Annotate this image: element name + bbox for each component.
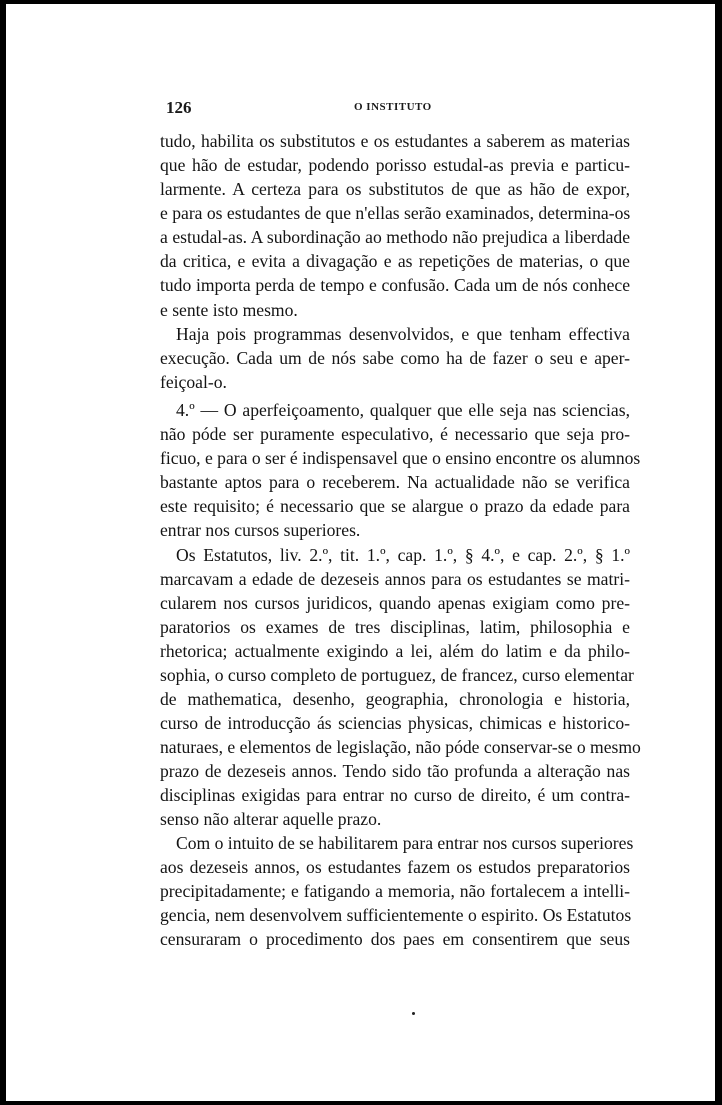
- text-line: que hão de estudar, podendo porisso estudal-as previa e particu-: [160, 155, 630, 175]
- page-header: [166, 98, 644, 116]
- text-line: senso não alterar aquelle prazo.: [160, 809, 382, 829]
- paragraph-first-line: Os Estatutos, liv. 2.º, tit. 1.º, cap. 1.º, § 4.º, e cap. 2.º, § 1.º: [176, 545, 630, 565]
- text-line: este requisito; é necessario que se alargue o prazo da edade para: [160, 496, 630, 516]
- text-line: paratorios os exames de tres disciplinas, latim, philosophia e: [160, 617, 630, 637]
- text-line: execução. Cada um de nós sabe como ha de fazer o seu e aper-: [160, 348, 630, 368]
- paragraph-first-line: Haja pois programmas desenvolvidos, e que tenham effectiva: [176, 324, 630, 344]
- text-line: a estudal-as. A subordinação ao methodo não prejudica a liberdade: [160, 227, 630, 247]
- text-line: cularem nos cursos juridicos, quando apenas exigiam como pre-: [160, 593, 630, 613]
- text-line: tudo importa perda de tempo e confusão. Cada um de nós conhece: [160, 275, 630, 295]
- text-line: prazo de dezeseis annos. Tendo sido tão profunda a alteração nas: [160, 761, 630, 781]
- text-line: marcavam a edade de dezeseis annos para os estudantes se matri-: [160, 569, 630, 589]
- paragraph-first-line: Com o intuito de se habilitarem para entrar nos cursos superiores: [176, 833, 634, 853]
- text-line: sophia, o curso completo de portuguez, de francez, curso elementar: [160, 665, 634, 685]
- text-line: de mathematica, desenho, geographia, chronologia e historia,: [160, 689, 630, 709]
- ink-speck: [412, 1012, 415, 1015]
- text-line: rhetorica; actualmente exigindo a lei, além do latim e da philo-: [160, 641, 630, 661]
- page-number: 126: [166, 98, 192, 117]
- text-line: não póde ser puramente especulativo, é necessario que seja pro-: [160, 424, 630, 444]
- text-line: tudo, habilita os substitutos e os estudantes a saberem as materias: [160, 131, 630, 151]
- text-line: ficuo, e para o ser é indispensavel que o ensino encontre os alumnos: [160, 448, 641, 468]
- text-line: e sente isto mesmo.: [160, 300, 298, 320]
- running-title: O INSTITUTO: [354, 101, 432, 113]
- paragraph-first-line: 4.º — O aperfeiçoamento, qualquer que elle seja nas sciencias,: [176, 400, 630, 420]
- text-line: feiçoal-o.: [160, 372, 227, 392]
- text-line: disciplinas exigidas para entrar no curso de direito, é um contra-: [160, 785, 630, 805]
- text-line: aos dezeseis annos, os estudantes fazem os estudos preparatorios: [160, 857, 630, 877]
- text-line: gencia, nem desenvolvem sufficientemente o espirito. Os Estatutos: [160, 905, 632, 925]
- text-line: precipitadamente; e fatigando a memoria, não fortalecem a intelli-: [160, 881, 630, 901]
- text-line: bastante aptos para o receberem. Na actualidade não se verifica: [160, 472, 630, 492]
- text-line: curso de introducção ás sciencias physicas, chimicas e historico-: [160, 713, 630, 733]
- text-line: censuraram o procedimento dos paes em consentirem que seus: [160, 929, 630, 949]
- text-line: e para os estudantes de que n'ellas serão examinados, determina-os: [160, 203, 631, 223]
- text-line: da critica, e evita a divagação e as repetições de materias, o que: [160, 251, 630, 271]
- text-line: naturaes, e elementos de legislação, não póde conservar-se o mesmo: [160, 737, 641, 757]
- text-line: larmente. A certeza para os substitutos de que as hão de expor,: [160, 179, 630, 199]
- text-line: entrar nos cursos superiores.: [160, 520, 361, 540]
